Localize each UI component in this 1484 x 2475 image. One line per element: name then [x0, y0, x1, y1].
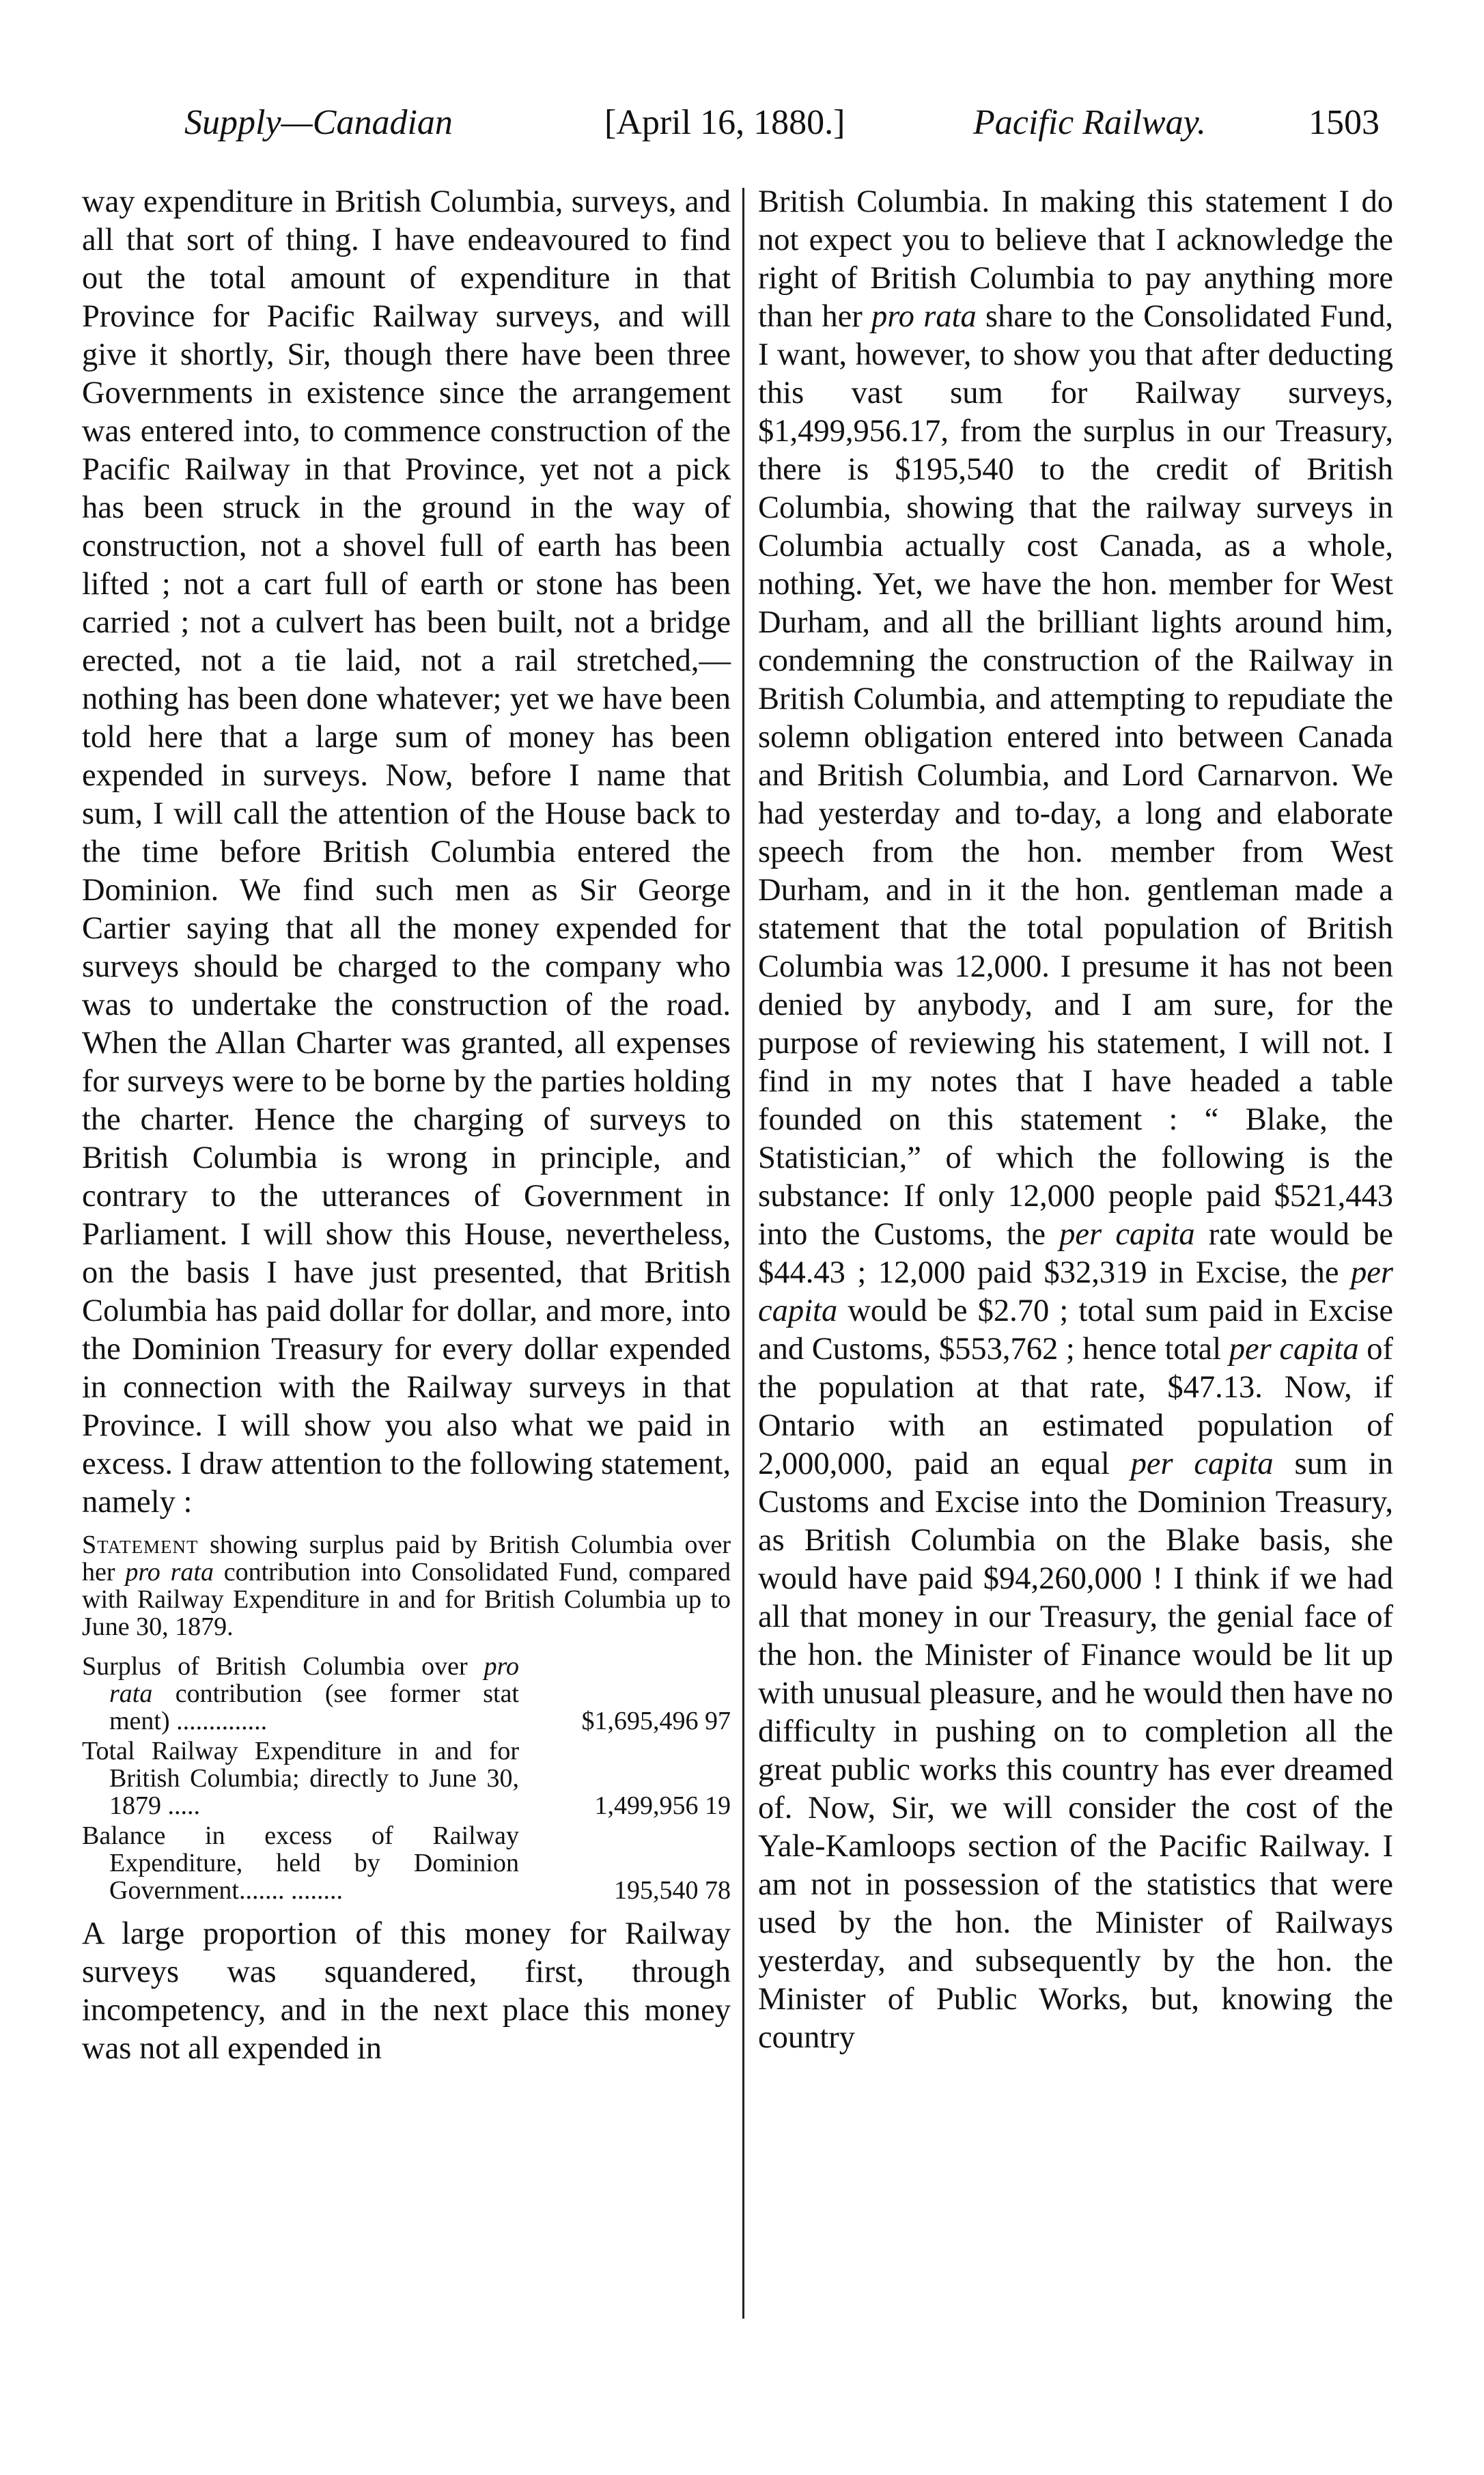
right-text: British Columbia. In making this statement I do not expect you to believe that I acknowledge the right of British Columbia to pay anything more than her: [758, 184, 1393, 334]
header-section-title: Supply—Canadian: [184, 103, 453, 142]
page-number: 1503: [1308, 103, 1380, 142]
statement-caption-text-a: showing surplus paid by British Columbia over her: [82, 1530, 731, 1586]
ledger-label: [82, 1653, 519, 1737]
left-paragraph-1: way expenditure in British Columbia, surveys, and all that sort of thing. I have endeavoured to find out the total amount of expenditure in that Province for Pacific Railway surveys, and will give it shortly, Sir, though there have been three Governments in existence since the arrangement was entered into, to commence construction of the Pacific Railway in that Province, yet not a pick has been struck in the ground in the way of construction, not a shovel full of earth has been lifted ; not a cart full of earth or stone has been carried ; not a culvert has been built, not a bridge erected, not a tie laid, not a rail stretched,—nothing has been done whatever; yet we have been told here that a large sum of money has been expended in surveys. Now, before I name that sum, I will call the attention of the House back to the time before British Columbia entered the Dominion. We find such men as Sir George Cartier saying that all the money expended for surveys should be charged to the company who was to undertake the construction of the road. When the Allan Charter was granted, all expenses for surveys were to be borne by the parties holding the charter. Hence the charging of surveys to British Columbia is wrong in principle, and contrary to the utterances of Government in Parliament. I will show this House, nevertheless, on the basis I have just presented, that British Columbia has paid dollar for dollar, and more, into the Dominion Treasury for every dollar expended in connection with the Railway surveys in that Province. I will show you also what we paid in excess. I draw attention to the following statement, namely :: [82, 184, 731, 1520]
ledger-amount: 195,540 78: [614, 1876, 731, 1905]
right-column: [758, 183, 1393, 2057]
right-text: of the population at that rate, $47.13. Now, if Ontario with an estimated population of 2,000,000, paid an equal: [758, 1332, 1393, 1481]
statement-caption-head: Statement: [82, 1530, 199, 1559]
left-column: [82, 183, 731, 2068]
statement-caption-text-b: contribution into Consolidated Fund, compared with Railway Expenditure in and for British Columbia up to June 30, 1879.: [82, 1558, 731, 1641]
ledger-label-text: Total Railway Expenditure in and for British Columbia; directly to June 30, 1879 .....: [82, 1737, 519, 1820]
right-text: share to the Consolidated Fund, I want, however, to show you that after deducting this vast sum for Railway surveys, $1,499,956.17, from the surplus in our Treasury, there is $195,540 to the credit of British Columbia, showing that the railway surveys in Columbia actually cost Canada, as a whole, nothing. Yet, we have the hon. member for West Durham, and all the brilliant lights around him, condemning the construction of the Railway in British Columbia, and attempting to repudiate the solemn obligation entered into between Canada and British Columbia, and Lord Carnarvon. We had yesterday and to-day, a long and elaborate speech from the hon. member from West Durham, and in it the hon. gentleman made a statement that the total population of British Columbia was 12,000. I presume it has not been denied by anybody, and I am sure, for the purpose of reviewing his statement, I will not. I find in my notes that I have headed a table founded on this statement : “ Blake, the Statistician,” of which the following is the substance: If only 12,000 people paid $521,443 into the Customs, the: [758, 299, 1394, 1252]
statement-caption-italic: pro rata: [125, 1558, 214, 1586]
ledger-row: [82, 1822, 731, 1907]
right-italic: per capita: [758, 1255, 1393, 1328]
statement-caption: [82, 1531, 731, 1640]
statement-ledger: [82, 1653, 731, 1907]
ledger-label-italic: pro rata: [109, 1652, 519, 1708]
right-italic: per capita: [1059, 1217, 1195, 1252]
header-date: [April 16, 1880.]: [604, 103, 845, 142]
ledger-row: [82, 1737, 731, 1822]
left-paragraph-2: A large proportion of this money for Railway surveys was squandered, first, through incompetency, and in the next place this money was not all expended in: [82, 1916, 731, 2066]
column-divider: [742, 188, 744, 2319]
right-text: rate would be $44.43 ; 12,000 paid $32,319 in Excise, the: [758, 1217, 1394, 1290]
ledger-row: [82, 1653, 731, 1737]
right-text: would be $2.70 ; total sum paid in Excise and Customs, $553,762 ; hence total: [758, 1294, 1393, 1367]
right-text: sum in Customs and Excise into the Dominion Treasury, as British Columbia on the Blake basis, she would have paid $94,260,000 ! I think if we had all that money in our Treasury, the genial face of the hon. the Minister of Finance would be lit up with unusual pleasure, and he would then have no difficulty in pushing on to completion all the great public works this country has ever dreamed of. Now, Sir, we will consider the cost of the Yale-Kamloops section of the Pacific Railway. I am not in possession of the statistics that were used by the hon. the Minister of Railways yesterday, and subsequently by the hon. the Minister of Public Works, but, knowing the country: [758, 1446, 1393, 2055]
ledger-label-text: Balance in excess of Railway Expenditure, held by Dominion Government....... ........: [82, 1821, 519, 1905]
ledger-amount: $1,695,496 97: [581, 1707, 731, 1735]
ledger-label: [82, 1737, 519, 1822]
header-topic: Pacific Railway.: [973, 103, 1206, 142]
statement-block: [82, 1531, 731, 1907]
right-italic: per capita: [1229, 1332, 1359, 1367]
ledger-label: [82, 1822, 519, 1907]
right-paragraph: [758, 183, 1393, 2057]
ledger-label-text: Surplus of British Columbia over: [82, 1652, 484, 1681]
right-italic: per capita: [1130, 1446, 1274, 1481]
ledger-label-text: contribution (see former stat ment) ..............: [109, 1679, 519, 1735]
ledger-amount: 1,499,956 19: [594, 1791, 731, 1820]
running-header: [126, 102, 1380, 157]
right-italic: pro rata: [871, 299, 977, 334]
